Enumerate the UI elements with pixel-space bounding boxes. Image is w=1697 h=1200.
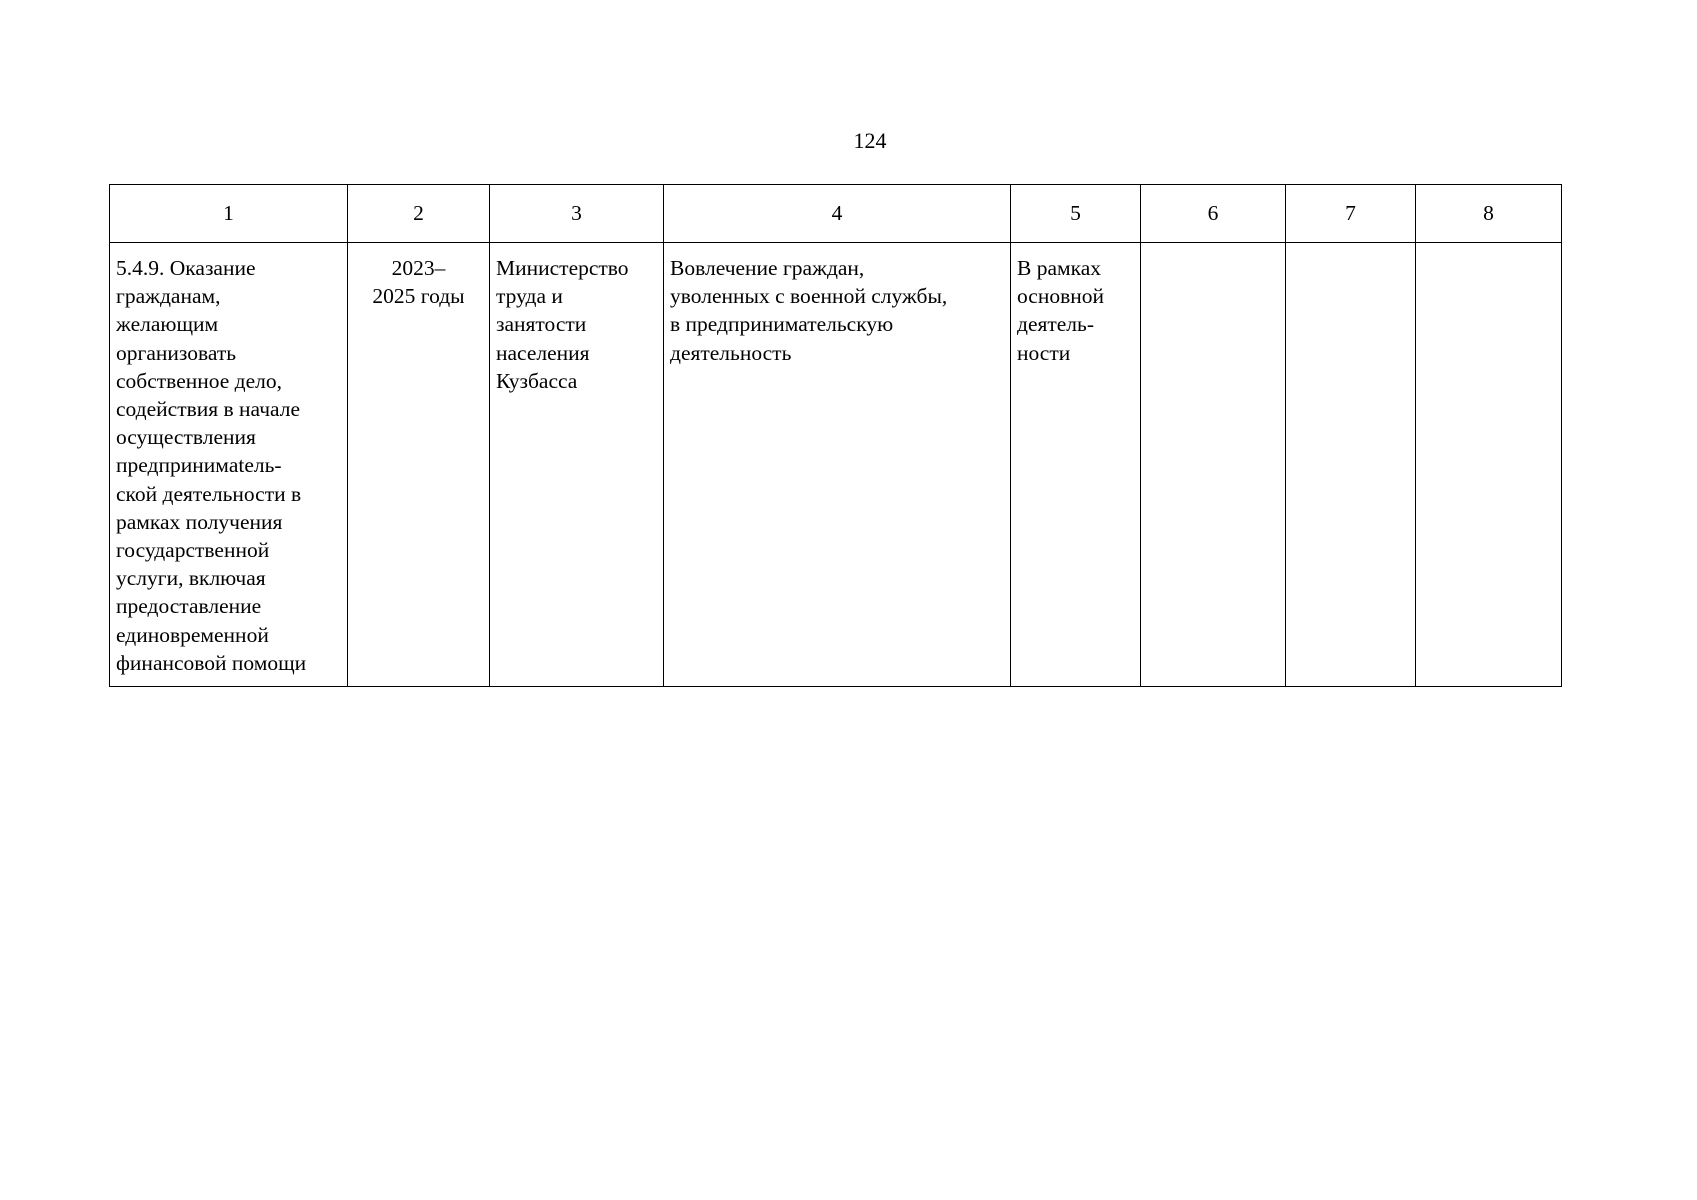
- measure-cell: [110, 243, 348, 687]
- funding-text: В рамках основной деятель- ности: [1017, 256, 1104, 365]
- executor-cell: [490, 243, 664, 687]
- empty-cell-7: [1286, 243, 1416, 687]
- column-header: 2: [348, 185, 490, 243]
- funding-cell: [1011, 243, 1141, 687]
- result-cell: [664, 243, 1011, 687]
- column-header: 3: [490, 185, 664, 243]
- page-number: 124: [853, 128, 887, 153]
- column-header: 4: [664, 185, 1011, 243]
- measures-table: [109, 184, 1562, 687]
- empty-cell-6: [1141, 243, 1286, 687]
- table-row: [110, 243, 1562, 687]
- table-header-row: [110, 185, 1562, 243]
- result-text: Вовлечение граждан, уволенных с военной службы, в предпринимательскую деятельность: [670, 256, 948, 365]
- column-header: 5: [1011, 185, 1141, 243]
- column-header: 8: [1416, 185, 1562, 243]
- column-header: 7: [1286, 185, 1416, 243]
- column-header: 1: [110, 185, 348, 243]
- period-cell: [348, 243, 490, 687]
- period-text: 2023– 2025 годы: [372, 256, 465, 309]
- column-header: 6: [1141, 185, 1286, 243]
- measure-text: 5.4.9. Оказание гражданам, желающим организовать собственное дело, содействия в начале осуществления предпринимatель- ской деятельности в рамках получения государственной услуги, включая предоставление единовременной финансовой помощи: [116, 256, 307, 675]
- executor-text: Министерство труда и занятости населения Кузбасса: [496, 256, 629, 393]
- empty-cell-8: [1416, 243, 1562, 687]
